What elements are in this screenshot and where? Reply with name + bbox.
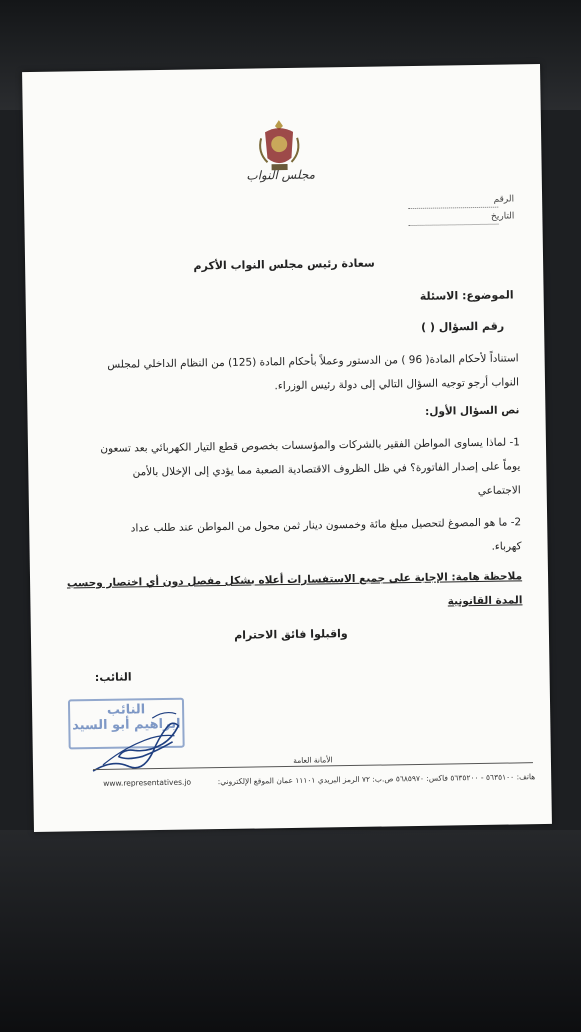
- intro-line-1: استناداً لأحكام المادة( 96 ) من الدستور وعملاً بأحكام المادة (125) من النظام الداخلي لمجلس: [107, 352, 519, 371]
- subject: الموضوع: الاسئلة: [419, 288, 514, 303]
- stamp-line-2: ابراهيم أبو السيد: [72, 716, 181, 734]
- question-heading: نص السؤال الأول:: [424, 404, 520, 418]
- addressee: سعادة رئيس مجلس النواب الأكرم: [193, 256, 375, 273]
- jordan-emblem-icon: [257, 118, 302, 175]
- q1-line-1: 1- لماذا يساوى المواطن الفقير بالشركات والمؤسسات بخصوص قطع التيار الكهربائي بعد تسعون: [100, 436, 521, 455]
- q1-line-2: يوماً على إصدار الفاتورة؟ في ظل الظروف الاقتصادية الصعبة مما يؤدي إلى الإخلال بالأمن: [132, 460, 521, 479]
- q1-line-3: الاجتماعي: [477, 484, 521, 498]
- stamp-line-1: النائب: [106, 702, 146, 718]
- intro-line-2: النواب أرجو توجيه السؤال التالي إلى دولة رئيس الوزراء.: [274, 376, 520, 393]
- footer-org: الأمانة العامة: [293, 755, 333, 765]
- note-line-1: ملاحظة هامة: الإجابة على جميع الاستفسارات أعلاه بشكل مفصل دون أي اختصار وحسب: [66, 570, 523, 590]
- signatory-label: النائب:: [94, 670, 132, 685]
- letter-paper: [22, 64, 552, 832]
- q2-line-2: كهرباء.: [491, 540, 522, 553]
- parliament-logo-text: مجلس النواب: [246, 167, 316, 183]
- date-line: [408, 223, 498, 226]
- question-number: رقم السؤال ( ): [421, 319, 505, 334]
- footer-website: www.representatives.jo: [103, 777, 192, 788]
- closing: واقبلوا فائق الاحترام: [234, 627, 348, 642]
- table-surface-bottom: [0, 830, 581, 1032]
- note-line-2: المدة القانونية: [447, 594, 523, 608]
- date-label: التاريخ: [490, 211, 515, 222]
- ref-label: الرقم: [493, 194, 515, 205]
- q2-line-1: 2- ما هو المصوغ لتحصيل مبلغ مائة وخمسون دينار ثمن محول من المواطن عند طلب عداد: [130, 516, 522, 535]
- footer-contact: هاتف: ٥٦٣٥١٠٠ - ٥٦٣٥٢٠٠ فاكس: ٥٦٨٥٩٧٠ ص.ب: ٧٢ الرمز البريدي ١١١٠١ عمان الموقع الإلكتروني:: [217, 772, 536, 787]
- ref-line: [408, 206, 498, 209]
